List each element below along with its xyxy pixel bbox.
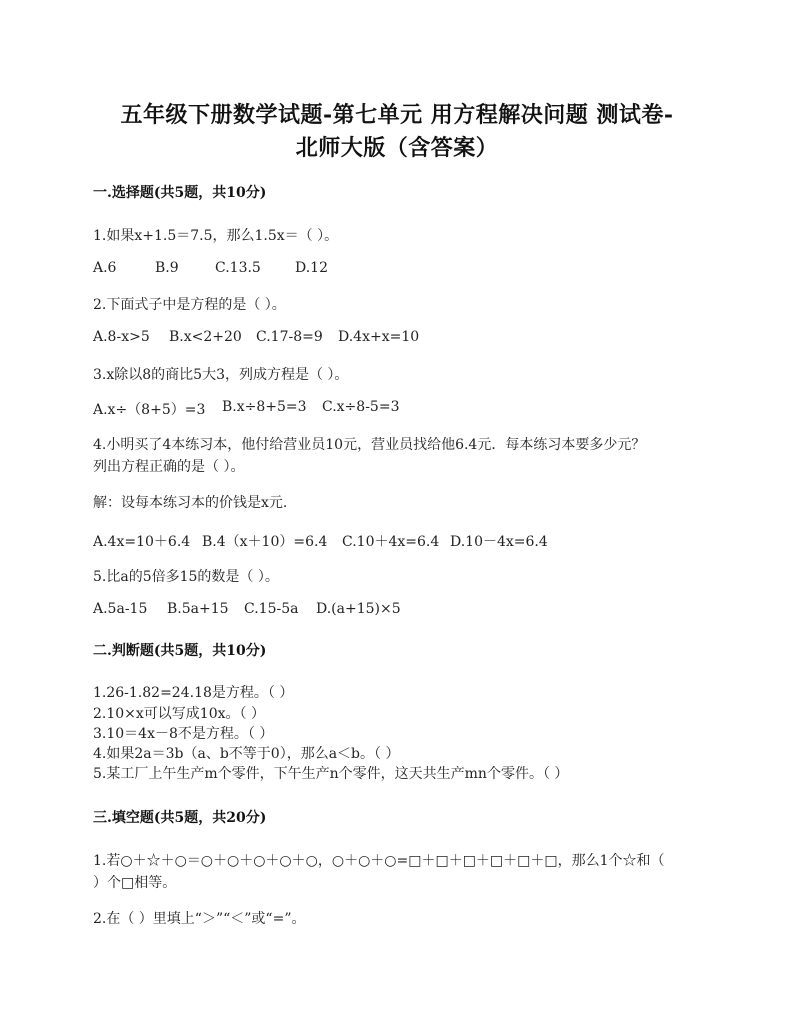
- fill-question-2: 2.在（ ）里填上“＞”“＜”或“=”。: [93, 911, 306, 927]
- judge-item-3: 3.10＝4x－8不是方程。（ ）: [93, 726, 274, 742]
- question-2-options: [93, 329, 419, 345]
- option-a: A.5a-15: [93, 601, 148, 617]
- question-5-stem: 5.比a的5倍多15的数是（ ）。: [93, 569, 279, 585]
- question-1-options: [93, 260, 328, 276]
- title-line-1: 五年级下册数学试题-第七单元 用方程解决问题 测试卷-: [120, 102, 674, 128]
- question-4-options: [93, 531, 548, 551]
- question-3-options: [93, 399, 399, 419]
- option-c: C.13.5: [215, 260, 261, 276]
- option-b: B.9: [155, 260, 179, 276]
- option-a: A.6: [93, 260, 117, 276]
- option-b: B.5a+15: [167, 601, 229, 617]
- option-d: D.12: [295, 260, 328, 276]
- option-a: A.8-x>5: [93, 329, 150, 345]
- question-3-stem: 3.x除以8的商比5大3，列成方程是（ ）。: [93, 367, 349, 383]
- section-1-heading: 一.选择题(共5题，共10分): [93, 185, 267, 201]
- title-line-2: 北师大版（含答案）: [295, 135, 499, 161]
- option-b: B.x<2+20: [169, 329, 242, 345]
- option-c: C.10＋4x=6.4: [342, 534, 440, 550]
- option-d: D.4x+x=10: [338, 329, 420, 345]
- option-c: C.x÷8-5=3: [322, 399, 400, 415]
- question-5-options: [93, 601, 401, 617]
- question-4-stem-line-2: 列出方程正确的是（ ）。: [93, 459, 245, 475]
- option-c: C.17-8=9: [256, 329, 323, 345]
- judge-item-4: 4.如果2a＝3b（a、b不等于0），那么a＜b。（ ）: [93, 746, 400, 762]
- option-d: D.10－4x=6.4: [450, 534, 548, 550]
- judge-item-2: 2.10×x可以写成10x。（ ）: [93, 706, 265, 722]
- fill-question-1-line-1: 1.若○＋☆＋○＝○＋○＋○＋○＋○，○＋○＋○=□＋□＋□＋□＋□＋□，那么1个☆和（: [93, 853, 665, 869]
- option-d: D.(a+15)×5: [316, 601, 401, 617]
- option-b: B.x÷8+5=3: [222, 399, 307, 415]
- judge-item-1: 1.26-1.82=24.18是方程。（ ）: [93, 685, 294, 701]
- question-4-stem-line-1: 4.小明买了4本练习本，他付给营业员10元，营业员找给他6.4元．每本练习本要多少元？: [93, 437, 646, 453]
- question-1-stem: 1.如果x+1.5＝7.5，那么1.5x＝（ ）。: [93, 228, 339, 244]
- option-a: A.4x=10＋6.4: [93, 534, 191, 550]
- section-2-heading: 二.判断题(共5题，共10分): [93, 643, 267, 659]
- option-a: A.x÷（8+5）=3: [93, 402, 206, 418]
- section-3-heading: 三.填空题(共5题，共20分): [93, 810, 267, 826]
- fill-question-1-line-2: ）个□相等。: [93, 875, 177, 891]
- option-c: C.15-5a: [244, 601, 299, 617]
- judge-item-5: 5.某工厂上午生产m个零件，下午生产n个零件，这天共生产mn个零件。（ ）: [93, 766, 569, 782]
- question-4-hint: 解：设每本练习本的价钱是x元.: [93, 495, 288, 511]
- option-b: B.4（x＋10）=6.4: [202, 534, 328, 550]
- question-2-stem: 2.下面式子中是方程的是（ ）。: [93, 297, 286, 313]
